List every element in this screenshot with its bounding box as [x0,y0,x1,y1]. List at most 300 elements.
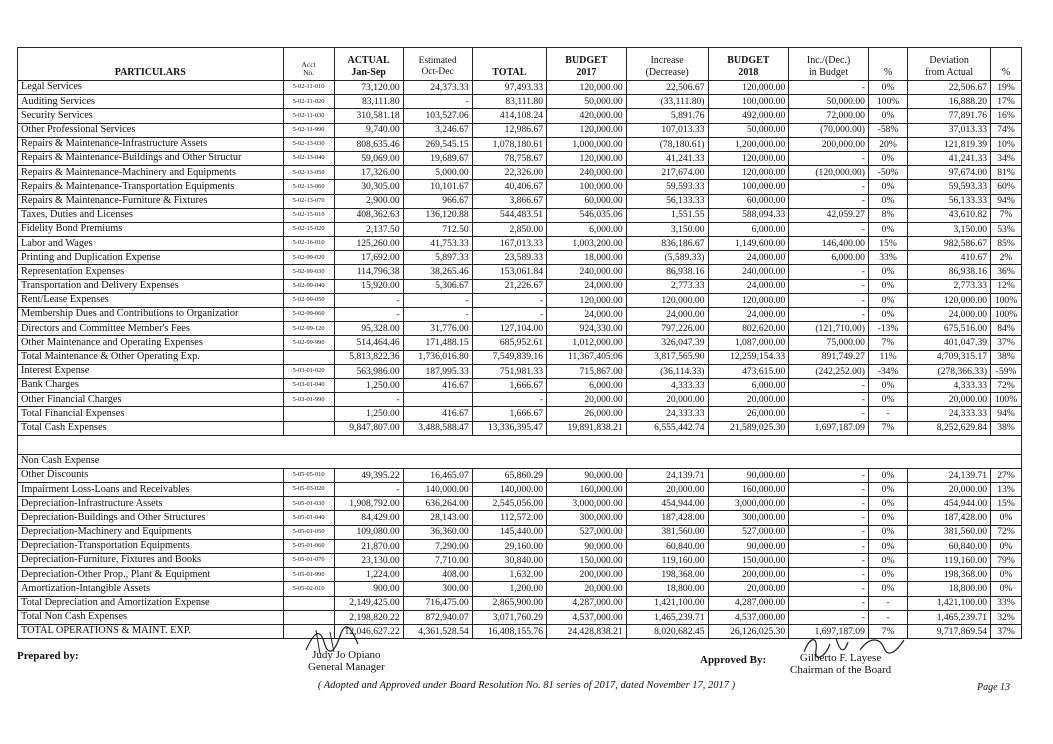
pct-cell: -50% [868,166,907,180]
b2018-cell: 120,000.00 [708,293,789,307]
incdec-cell: 187,428.00 [626,511,708,525]
incdec-cell: 3,817,565.90 [626,350,708,364]
pct-cell: 0% [868,81,907,95]
table-row [18,483,1022,497]
resolution-note: ( Adopted and Approved under Board Resolution No. 81 series of 2017, dated November 17, 2017 ) [317,680,736,691]
pct2-cell: 17% [991,95,1022,109]
incdec-cell: 198,368.00 [626,568,708,582]
acct-no-cell [283,610,334,624]
pct2-cell: 13% [991,483,1022,497]
particulars-cell: Legal Services [18,81,284,95]
acct-no-cell: 5-05-01-070 [283,554,334,568]
dev-cell: 381,560.00 [908,525,991,539]
spacer-row [18,435,1022,454]
particulars-cell: Depreciation-Transportation Equipments [18,539,284,553]
incb-cell: - [789,568,869,582]
table-row [18,279,1022,293]
dev-cell: 22,506.67 [908,81,991,95]
incdec-cell: 86,938.16 [626,265,708,279]
est-cell: 716,475.00 [403,596,472,610]
incdec-cell: 381,560.00 [626,525,708,539]
table-row [18,265,1022,279]
particulars-cell: Total Maintenance & Other Operating Exp. [18,350,284,364]
incb-cell: (121,710.00) [789,322,869,336]
b2018-cell: 492,000.00 [708,109,789,123]
est-cell: 19,689.67 [403,151,472,165]
header-estimated: Estimated Oct-Dec [403,48,472,81]
incdec-cell: 24,333.33 [626,407,708,421]
total-cell: 22,326.00 [472,166,546,180]
pct-cell: 0% [868,151,907,165]
particulars-cell: Repairs & Maintenance-Transportation Equipments [18,180,284,194]
b2017-cell: 120,000.00 [547,293,627,307]
pct-cell: 0% [868,293,907,307]
pct2-cell: 100% [991,293,1022,307]
incdec-cell: 836,186.67 [626,237,708,251]
pct-cell: -13% [868,322,907,336]
incdec-cell: 326,047.39 [626,336,708,350]
acct-no-cell: 5-03-01-990 [283,393,334,407]
est-cell: 103,527.06 [403,109,472,123]
actual-cell: 15,920.00 [334,279,403,293]
total-cell: 65,860.29 [472,468,546,482]
pct-cell: 0% [868,483,907,497]
b2018-cell: 60,000.00 [708,194,789,208]
est-cell: - [403,293,472,307]
b2017-cell: 120,000.00 [547,81,627,95]
pct2-cell: 2% [991,251,1022,265]
table-row [18,293,1022,307]
est-cell: - [403,95,472,109]
preparer-block [308,649,385,673]
incdec-cell: 8,020,682.45 [626,624,708,638]
total-cell: 78,758.67 [472,151,546,165]
incdec-cell: 119,160.00 [626,554,708,568]
b2017-cell: 18,000.00 [547,251,627,265]
pct-cell: -34% [868,364,907,378]
b2017-cell: 90,000.00 [547,468,627,482]
acct-no-cell: 5-02-99-060 [283,308,334,322]
b2017-cell: 3,000,000.00 [547,497,627,511]
actual-cell: 2,198,820.22 [334,610,403,624]
incb-cell: 146,400.00 [789,237,869,251]
acct-no-cell: 5-02-99-050 [283,293,334,307]
total-cell: 2,545,056.00 [472,497,546,511]
particulars-cell: Auditing Services [18,95,284,109]
dev-cell: 454,944.00 [908,497,991,511]
est-cell: 36,360.00 [403,525,472,539]
particulars-cell: Impairment Loss-Loans and Receivables [18,483,284,497]
pct2-cell: 0% [991,511,1022,525]
incb-cell: - [789,511,869,525]
table-row [18,251,1022,265]
acct-no-cell: 5-02-99-990 [283,336,334,350]
incb-cell: 75,000.00 [789,336,869,350]
pct-cell: 0% [868,497,907,511]
particulars-cell: Other Financial Charges [18,393,284,407]
est-cell: 24,373.33 [403,81,472,95]
incb-cell: - [789,582,869,596]
table-row [18,364,1022,378]
particulars-cell: Bank Charges [18,378,284,392]
b2018-cell: 120,000.00 [708,166,789,180]
b2017-cell: 20,000.00 [547,393,627,407]
pct-cell: 0% [868,582,907,596]
b2018-cell: 26,126,025.30 [708,624,789,638]
pct-cell: 7% [868,421,907,435]
acct-no-cell: 5-02-11-030 [283,109,334,123]
total-cell: 2,850.00 [472,222,546,236]
b2018-cell: 4,537,000.00 [708,610,789,624]
b2018-cell: 100,000.00 [708,95,789,109]
b2017-cell: 4,537,000.00 [547,610,627,624]
dev-cell: 43,610.82 [908,208,991,222]
incb-cell: - [789,308,869,322]
table-row [18,151,1022,165]
b2018-cell: 1,149,600.00 [708,237,789,251]
dev-cell: 3,150.00 [908,222,991,236]
incdec-cell: (5,589.33) [626,251,708,265]
b2018-cell: 120,000.00 [708,81,789,95]
pct2-cell: 32% [991,610,1022,624]
incb-cell: - [789,539,869,553]
dev-cell: 41,241.33 [908,151,991,165]
pct-cell: 8% [868,208,907,222]
pct-cell: 0% [868,525,907,539]
b2018-cell: 12,259,154.33 [708,350,789,364]
pct-cell: 0% [868,194,907,208]
incdec-cell: 107,013.33 [626,123,708,137]
pct2-cell: 100% [991,308,1022,322]
b2018-cell: 160,000.00 [708,483,789,497]
particulars-cell: Other Maintenance and Operating Expenses [18,336,284,350]
pct2-cell: 84% [991,322,1022,336]
dev-cell: 401,047.39 [908,336,991,350]
pct2-cell: 100% [991,393,1022,407]
b2018-cell: 20,000.00 [708,393,789,407]
total-row [18,407,1022,421]
pct2-cell: 0% [991,539,1022,553]
table-row [18,95,1022,109]
dev-cell: 198,368.00 [908,568,991,582]
table-row [18,166,1022,180]
total-cell: 167,013.33 [472,237,546,251]
dev-cell: 24,333.33 [908,407,991,421]
incb-cell: 50,000.00 [789,95,869,109]
est-cell: 4,361,528.54 [403,624,472,638]
total-cell: 2,865,900.00 [472,596,546,610]
acct-no-cell: 5-05-03-020 [283,483,334,497]
actual-cell: 30,305.00 [334,180,403,194]
incdec-cell: 4,333.33 [626,378,708,392]
actual-cell: 5,813,822.36 [334,350,403,364]
est-cell [403,393,472,407]
pct-cell: 100% [868,95,907,109]
est-cell: 5,000.00 [403,166,472,180]
table-row [18,582,1022,596]
incb-cell: 891,749.27 [789,350,869,364]
incb-cell: - [789,610,869,624]
b2018-cell: 4,287,000.00 [708,596,789,610]
dev-cell: 121,819.39 [908,137,991,151]
table-row [18,237,1022,251]
pct-cell: 7% [868,336,907,350]
est-cell: 300.00 [403,582,472,596]
spacer-cell [18,435,1022,454]
b2018-cell: 240,000.00 [708,265,789,279]
actual-cell: 17,326.00 [334,166,403,180]
header-budget-2018: BUDGET 2018 [708,48,789,81]
incdec-cell: 24,000.00 [626,308,708,322]
table-row [18,468,1022,482]
total-cell: 83,111.80 [472,95,546,109]
dev-cell: 97,674.00 [908,166,991,180]
b2018-cell: 802,620.00 [708,322,789,336]
particulars-cell: Depreciation-Machinery and Equipments [18,525,284,539]
prepared-by-label: Prepared by: [17,650,79,662]
est-cell: 31,776.00 [403,322,472,336]
incdec-cell: 6,555,442.74 [626,421,708,435]
est-cell: 966.67 [403,194,472,208]
incdec-cell: (33,111.80) [626,95,708,109]
b2017-cell: 200,000.00 [547,568,627,582]
b2017-cell: 6,000.00 [547,222,627,236]
total-cell: - [472,293,546,307]
acct-no-cell: 5-02-15-010 [283,208,334,222]
dev-cell: 37,013.33 [908,123,991,137]
table-row [18,194,1022,208]
b2018-cell: 24,000.00 [708,279,789,293]
incdec-cell: 1,465,239.71 [626,610,708,624]
acct-no-cell: 5-05-02-010 [283,582,334,596]
actual-cell: 95,328.00 [334,322,403,336]
pct2-cell: 79% [991,554,1022,568]
incdec-cell: (78,180.61) [626,137,708,151]
acct-no-cell: 5-05-01-990 [283,568,334,582]
b2017-cell: 120,000.00 [547,123,627,137]
incdec-cell: 217,674.00 [626,166,708,180]
approver-title: Chairman of the Board [790,664,892,676]
total-cell: 1,078,180.61 [472,137,546,151]
pct-cell: -58% [868,123,907,137]
total-cell: 544,483.51 [472,208,546,222]
b2018-cell: 20,000.00 [708,582,789,596]
actual-cell: - [334,308,403,322]
section-title: Non Cash Expense [18,454,1022,468]
est-cell: - [403,308,472,322]
b2017-cell: 100,000.00 [547,180,627,194]
pct-cell: - [868,610,907,624]
b2017-cell: 420,000.00 [547,109,627,123]
actual-cell: 84,429.00 [334,511,403,525]
b2017-cell: 240,000.00 [547,265,627,279]
table-row [18,539,1022,553]
particulars-cell: Repairs & Maintenance-Furniture & Fixtures [18,194,284,208]
particulars-cell: Security Services [18,109,284,123]
b2018-cell: 300,000.00 [708,511,789,525]
preparer-title: General Manager [308,661,385,673]
pct-cell: 15% [868,237,907,251]
b2017-cell: 24,000.00 [547,279,627,293]
table-row [18,109,1022,123]
incb-cell: 1,697,187.09 [789,624,869,638]
particulars-cell: Total Depreciation and Amortization Expense [18,596,284,610]
total-cell: 3,866.67 [472,194,546,208]
b2017-cell: 20,000.00 [547,582,627,596]
header-pct: % [868,48,907,81]
approver-block [790,652,891,676]
total-cell: 414,108.24 [472,109,546,123]
total-cell: 127,104.00 [472,322,546,336]
incb-cell: - [789,222,869,236]
actual-cell: 73,120.00 [334,81,403,95]
total-cell: 40,406.67 [472,180,546,194]
particulars-cell: TOTAL OPERATIONS & MAINT. EXP. [18,624,284,638]
header-acct: Acct No. [283,48,334,81]
particulars-cell: Total Non Cash Expenses [18,610,284,624]
b2017-cell: 546,035.06 [547,208,627,222]
b2018-cell: 527,000.00 [708,525,789,539]
pct2-cell: 60% [991,180,1022,194]
dev-cell: (278,366.33) [908,364,991,378]
b2017-cell: 715,867.00 [547,364,627,378]
acct-no-cell: 5-02-13-030 [283,137,334,151]
pct-cell: 33% [868,251,907,265]
particulars-cell: Representation Expenses [18,265,284,279]
incb-cell: (120,000.00) [789,166,869,180]
incb-cell: - [789,81,869,95]
acct-no-cell: 5-02-13-070 [283,194,334,208]
total-row [18,596,1022,610]
pct-cell: 0% [868,393,907,407]
incdec-cell: 5,891.76 [626,109,708,123]
table-row [18,322,1022,336]
b2017-cell: 1,003,200.00 [547,237,627,251]
incb-cell: - [789,151,869,165]
b2018-cell: 588,094.33 [708,208,789,222]
pct2-cell: 72% [991,525,1022,539]
actual-cell: 9,740.00 [334,123,403,137]
actual-cell: 2,900.00 [334,194,403,208]
incdec-cell: 20,000.00 [626,483,708,497]
table-row [18,511,1022,525]
dev-cell: 120,000.00 [908,293,991,307]
total-cell: 7,549,839.16 [472,350,546,364]
b2017-cell: 527,000.00 [547,525,627,539]
acct-no-cell: 5-02-11-020 [283,95,334,109]
incb-cell: - [789,194,869,208]
est-cell: 872,940.07 [403,610,472,624]
incdec-cell: 3,150.00 [626,222,708,236]
dev-cell: 982,586.67 [908,237,991,251]
dev-cell: 4,709,315.17 [908,350,991,364]
pct-cell: 0% [868,554,907,568]
actual-cell: 2,149,425.00 [334,596,403,610]
actual-cell: 1,224.00 [334,568,403,582]
total-cell: 12,986.67 [472,123,546,137]
pct2-cell: 38% [991,421,1022,435]
dev-cell: 675,516.00 [908,322,991,336]
header-increase-decrease: Increase (Decrease) [626,48,708,81]
header-row [18,48,1022,81]
incdec-cell: 18,800.00 [626,582,708,596]
b2018-cell: 24,000.00 [708,308,789,322]
actual-cell: 9,847,807.00 [334,421,403,435]
b2017-cell: 50,000.00 [547,95,627,109]
acct-no-cell: 5-02-13-060 [283,180,334,194]
total-cell: 30,840.00 [472,554,546,568]
approver-name: Gilberto F. Layese [799,652,882,664]
incb-cell: - [789,265,869,279]
header-total: TOTAL [472,48,546,81]
particulars-cell: Labor and Wages [18,237,284,251]
b2018-cell: 473,615.00 [708,364,789,378]
incdec-cell: 56,133.33 [626,194,708,208]
table-row [18,554,1022,568]
est-cell: 636,264.00 [403,497,472,511]
pct-cell: - [868,596,907,610]
pct2-cell: 37% [991,624,1022,638]
incdec-cell: 1,551.55 [626,208,708,222]
particulars-cell: Total Financial Expenses [18,407,284,421]
particulars-cell: Depreciation-Other Prop., Plant & Equipment [18,568,284,582]
incdec-cell: 797,226.00 [626,322,708,336]
pct2-cell: 7% [991,208,1022,222]
total-cell: 1,200.00 [472,582,546,596]
dev-cell: 1,465,239.71 [908,610,991,624]
dev-cell: 20,000.00 [908,393,991,407]
budget-sheet [17,47,1022,639]
total-cell: - [472,393,546,407]
acct-no-cell: 5-03-01-040 [283,378,334,392]
particulars-cell: Printing and Duplication Expense [18,251,284,265]
b2018-cell: 1,087,000.00 [708,336,789,350]
acct-no-cell: 5-02-99-120 [283,322,334,336]
total-cell: 13,336,395.47 [472,421,546,435]
pct-cell: 7% [868,624,907,638]
dev-cell: 8,252,629.84 [908,421,991,435]
dev-cell: 24,000.00 [908,308,991,322]
b2018-cell: 100,000.00 [708,180,789,194]
est-cell: 3,488,588.47 [403,421,472,435]
total-cell: 21,226.67 [472,279,546,293]
b2017-cell: 1,012,000.00 [547,336,627,350]
incb-cell: - [789,407,869,421]
dev-cell: 24,139.71 [908,468,991,482]
pct-cell: 0% [868,511,907,525]
dev-cell: 16,888.20 [908,95,991,109]
acct-no-cell [283,350,334,364]
acct-no-cell: 5-05-01-040 [283,511,334,525]
particulars-cell: Membership Dues and Contributions to Organizatior [18,308,284,322]
pct2-cell: -59% [991,364,1022,378]
table-row [18,378,1022,392]
incdec-cell: (36,114.33) [626,364,708,378]
b2017-cell: 1,000,000.00 [547,137,627,151]
incdec-cell: 59,593.33 [626,180,708,194]
incb-cell: - [789,279,869,293]
actual-cell: 59,069.00 [334,151,403,165]
header-pct-2: % [991,48,1022,81]
b2018-cell: 90,000.00 [708,468,789,482]
particulars-cell: Repairs & Maintenance-Machinery and Equipments [18,166,284,180]
pct2-cell: 10% [991,137,1022,151]
actual-cell: 23,130.00 [334,554,403,568]
pct2-cell: 27% [991,468,1022,482]
est-cell: 416.67 [403,378,472,392]
est-cell: 712.50 [403,222,472,236]
incb-cell: - [789,525,869,539]
